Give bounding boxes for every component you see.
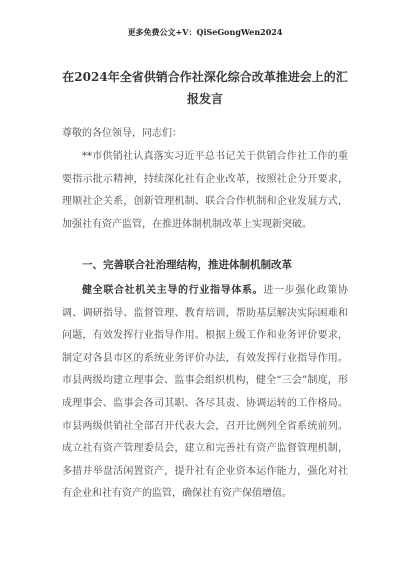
paragraph-text: 进一步强化政策协调、调研指导、监督管理、教育培训，帮助基层解决实际困难和问题，有效发挥行业指导作用。根据上级工作和业务评价要求，制定对各县市区的系统业务评价办法，有效发挥行业指导作用。市县两级均建立理事会、监事会组织机构，健全“三会”制度，形成理事会、监事会各司其职、各尽其责、协调运转的工作格局。市县两级供销社全部召开代表大会，召开比例列全省系统前列。成立社有资产管理委员会，建立和完善社有资产监督管理机制，多措并举盘活闲置资产，提升社有企业资本运作能力，强化对社有企业和社有资产的监管，确保社有资产保值增值。 — [62, 285, 349, 500]
paragraph-intro: **市供销社认真落实习近平总书记关于供销合作社工作的重要指示批示精神，持续深化社有企业改革，按照社企分开要求，理顺社企关系，创新管理机制、联合合作机制和企业发展方式，加强社有资产监管，在推进体制机制改革上实现新突破。 — [62, 151, 348, 230]
section-heading: 一、完善联合社治理结构，推进体制机制改革 — [82, 259, 292, 271]
paragraph-lead: 健全联合社机关主导的行业指导体系。 — [82, 285, 264, 296]
salutation: 尊敬的各位领导，同志们： — [62, 128, 182, 139]
document-title: 在2024年全省供销合作社深化综合改革推进会上的汇报发言 — [62, 70, 348, 106]
header-note: 更多免费公文+V：QiSeGongWen2024 — [127, 27, 283, 37]
paragraph-body — [62, 280, 348, 506]
